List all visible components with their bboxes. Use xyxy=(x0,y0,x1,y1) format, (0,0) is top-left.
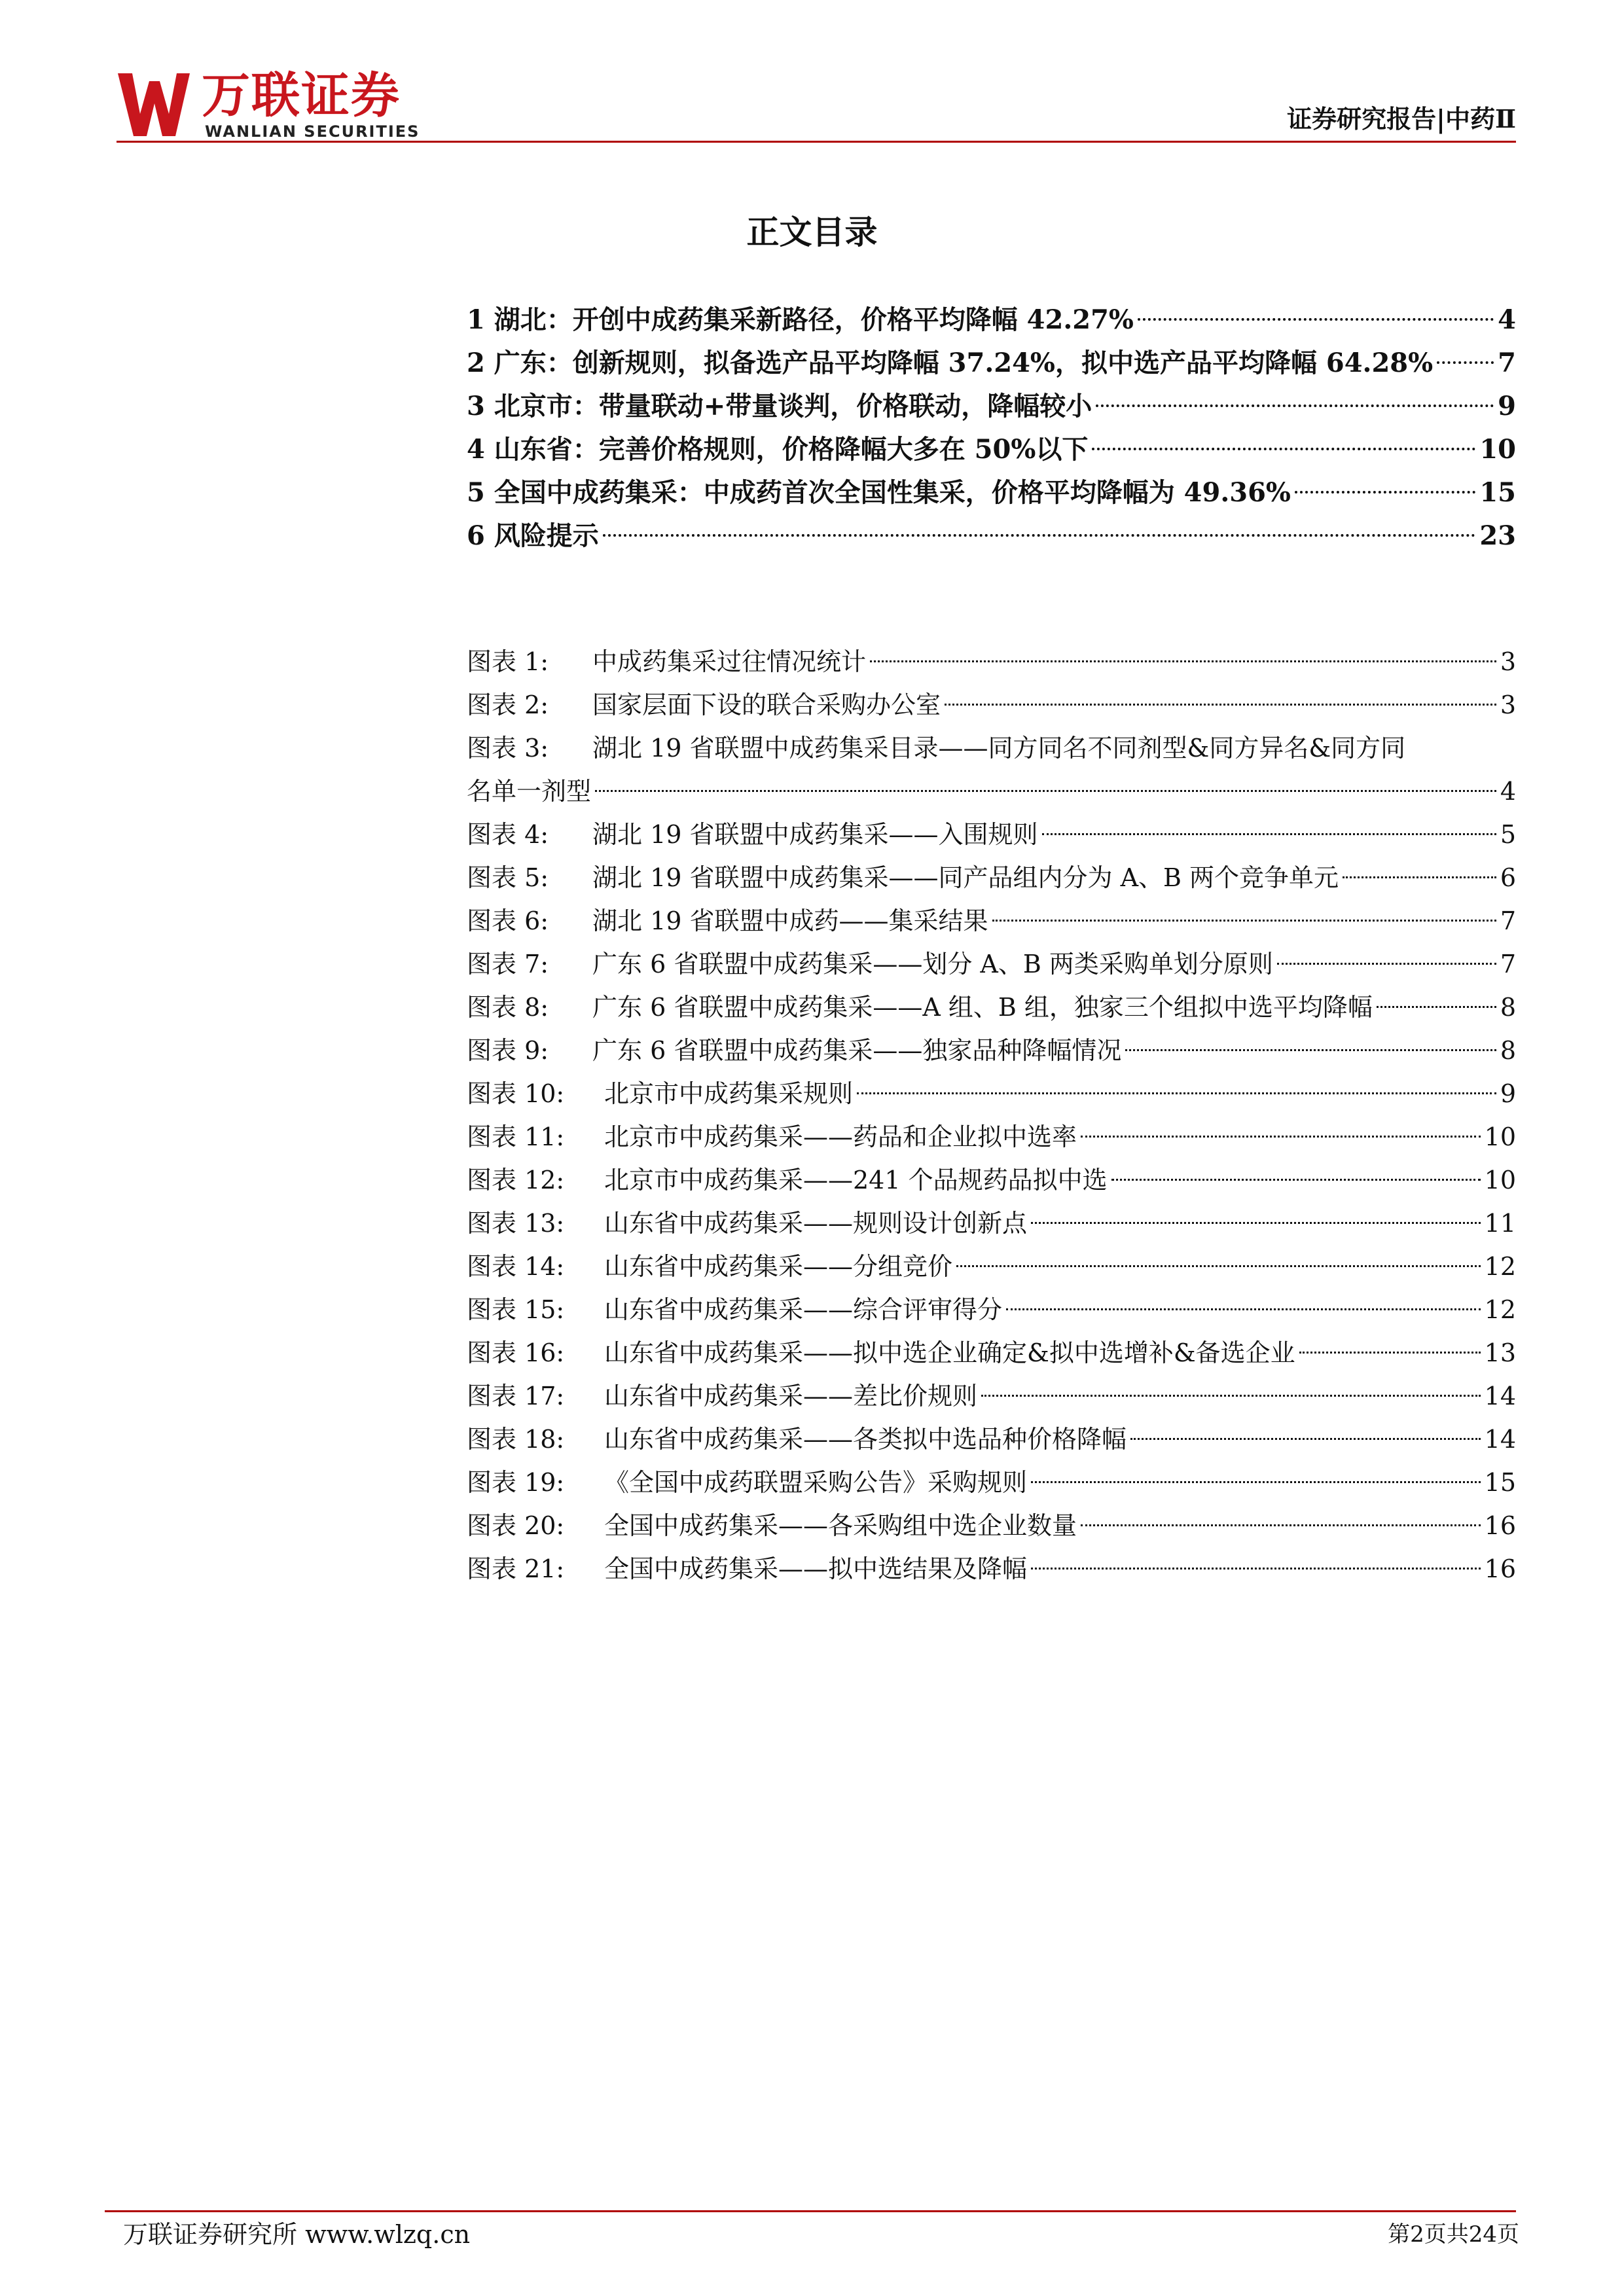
figure-page: 10 xyxy=(1484,1166,1516,1194)
toc-item[interactable] xyxy=(467,298,1516,342)
dot-leader xyxy=(1092,448,1475,450)
figure-page: 13 xyxy=(1484,1338,1516,1367)
dot-leader xyxy=(1437,361,1494,364)
dot-leader xyxy=(1042,833,1496,835)
figure-title: 全国中成药集采——各采购组中选企业数量 xyxy=(604,1511,1077,1540)
figure-label: 图表 11: xyxy=(467,1122,565,1151)
figure-label: 图表 15: xyxy=(467,1295,565,1324)
figure-item[interactable] xyxy=(467,899,1516,942)
dot-leader xyxy=(1081,1136,1481,1138)
figure-label: 图表 1: xyxy=(467,647,549,676)
wanlian-logo-icon xyxy=(118,73,190,136)
figure-list xyxy=(467,640,1516,1590)
figure-title: 广东 6 省联盟中成药集采——划分 A、B 两类采购单划分原则 xyxy=(592,950,1273,978)
figure-page: 11 xyxy=(1484,1209,1516,1238)
figure-page: 5 xyxy=(1500,820,1516,849)
toc-item-text: 1 湖北：开创中成药集采新路径，价格平均降幅 42.27% xyxy=(467,304,1134,335)
figure-title: 国家层面下设的联合采购办公室 xyxy=(592,691,941,719)
figure-label: 图表 3: xyxy=(467,734,549,762)
figure-title: 湖北 19 省联盟中成药集采——入围规则 xyxy=(592,820,1038,849)
figure-page: 7 xyxy=(1500,950,1516,978)
logo-text-cn: 万联证券 xyxy=(202,67,401,124)
logo-text-en: WANLIAN SECURITIES xyxy=(205,122,420,141)
figure-page: 14 xyxy=(1484,1425,1516,1454)
figure-title: 广东 6 省联盟中成药集采——独家品种降幅情况 xyxy=(592,1036,1122,1065)
figure-page: 4 xyxy=(1500,777,1516,806)
figure-item[interactable] xyxy=(467,1288,1516,1331)
figure-label: 图表 17: xyxy=(467,1382,565,1410)
figure-item[interactable] xyxy=(467,1202,1516,1245)
toc-item-text: 5 全国中成药集采：中成药首次全国性集采，价格平均降幅为 49.36% xyxy=(467,477,1291,508)
figure-page: 6 xyxy=(1500,863,1516,892)
dot-leader xyxy=(1295,491,1475,493)
figure-title: 《全国中成药联盟采购公告》采购规则 xyxy=(604,1468,1028,1497)
figure-label: 图表 12: xyxy=(467,1166,565,1194)
figure-item[interactable] xyxy=(467,986,1516,1029)
figure-title: 北京市中成药集采规则 xyxy=(604,1079,854,1108)
figure-label: 图表 20: xyxy=(467,1511,565,1540)
figure-label: 图表 13: xyxy=(467,1209,565,1238)
toc-item-text: 4 山东省：完善价格规则，价格降幅大多在 50%以下 xyxy=(467,434,1089,465)
figure-page: 12 xyxy=(1484,1252,1516,1281)
dot-leader xyxy=(1081,1524,1481,1526)
figure-title: 湖北 19 省联盟中成药集采目录——同方同名不同剂型&同方异名&同方同 xyxy=(592,734,1406,762)
figure-page: 9 xyxy=(1500,1079,1516,1108)
figure-title: 山东省中成药集采——拟中选企业确定&拟中选增补&备选企业 xyxy=(604,1338,1295,1367)
footer-institute: 万联证券研究所 www.wlzq.cn xyxy=(123,2220,471,2249)
figure-item[interactable] xyxy=(467,1504,1516,1547)
figure-item[interactable] xyxy=(467,1331,1516,1374)
dot-leader xyxy=(981,1395,1481,1397)
figure-label: 图表 9: xyxy=(467,1036,549,1065)
figure-title: 山东省中成药集采——差比价规则 xyxy=(604,1382,978,1410)
toc-item[interactable] xyxy=(467,471,1516,514)
figure-item[interactable] xyxy=(467,1547,1516,1590)
footer-page-number: 第2页共24页 xyxy=(1388,2221,1519,2248)
figure-title: 山东省中成药集采——综合评审得分 xyxy=(604,1295,1003,1324)
figure-item[interactable] xyxy=(467,726,1516,770)
toc-list xyxy=(467,298,1516,558)
toc-item-text: 6 风险提示 xyxy=(467,520,599,551)
figure-item[interactable] xyxy=(467,683,1516,726)
dot-leader xyxy=(1111,1179,1481,1181)
figure-label: 图表 5: xyxy=(467,863,549,892)
dot-leader xyxy=(1125,1049,1496,1051)
figure-item[interactable] xyxy=(467,942,1516,986)
figure-title: 山东省中成药集采——各类拟中选品种价格降幅 xyxy=(604,1425,1127,1454)
figure-page: 8 xyxy=(1500,993,1516,1022)
toc-item[interactable] xyxy=(467,342,1516,385)
toc-item[interactable] xyxy=(467,514,1516,558)
figure-page: 14 xyxy=(1484,1382,1516,1410)
dot-leader xyxy=(603,534,1476,537)
dot-leader xyxy=(1031,1481,1481,1483)
toc-title: 正文目录 xyxy=(746,213,878,251)
toc-item-page: 15 xyxy=(1479,477,1516,508)
figure-item[interactable] xyxy=(467,1029,1516,1072)
figure-title: 山东省中成药集采——规则设计创新点 xyxy=(604,1209,1028,1238)
footer-divider xyxy=(105,2210,1516,2212)
toc-item-page: 23 xyxy=(1479,520,1516,551)
figure-page: 3 xyxy=(1500,691,1516,719)
header-divider xyxy=(117,141,1516,143)
dot-leader xyxy=(1299,1352,1481,1354)
figure-page: 8 xyxy=(1500,1036,1516,1065)
figure-page: 3 xyxy=(1500,647,1516,676)
figure-page: 16 xyxy=(1484,1511,1516,1540)
figure-item[interactable] xyxy=(467,1158,1516,1202)
dot-leader xyxy=(1130,1438,1481,1440)
dot-leader xyxy=(1031,1222,1481,1224)
figure-label: 图表 19: xyxy=(467,1468,565,1497)
figure-item[interactable] xyxy=(467,640,1516,683)
page-header xyxy=(117,67,1516,143)
figure-item-continued[interactable] xyxy=(467,770,1516,813)
dot-leader xyxy=(1006,1308,1481,1310)
dot-leader xyxy=(945,704,1496,706)
figure-page: 12 xyxy=(1484,1295,1516,1324)
dot-leader xyxy=(870,660,1496,662)
figure-page: 7 xyxy=(1500,906,1516,935)
figure-title: 北京市中成药集采——药品和企业拟中选率 xyxy=(604,1122,1077,1151)
figure-page: 15 xyxy=(1484,1468,1516,1497)
figure-item[interactable] xyxy=(467,856,1516,899)
figure-title-continued: 名单一剂型 xyxy=(467,777,592,806)
figure-label: 图表 2: xyxy=(467,691,549,719)
figure-item[interactable] xyxy=(467,1418,1516,1461)
figure-title: 中成药集采过往情况统计 xyxy=(592,647,867,676)
dot-leader xyxy=(857,1092,1496,1094)
toc-item-page: 9 xyxy=(1498,391,1516,422)
figure-title: 湖北 19 省联盟中成药集采——同产品组内分为 A、B 两个竞争单元 xyxy=(592,863,1339,892)
figure-title: 全国中成药集采——拟中选结果及降幅 xyxy=(604,1554,1028,1583)
figure-item[interactable] xyxy=(467,1115,1516,1158)
figure-item[interactable] xyxy=(467,1374,1516,1418)
figure-label: 图表 14: xyxy=(467,1252,565,1281)
toc-item[interactable] xyxy=(467,385,1516,428)
report-category: 证券研究报告|中药Ⅱ xyxy=(1287,104,1516,134)
dot-leader xyxy=(1277,963,1496,965)
dot-leader xyxy=(1343,876,1496,878)
figure-label: 图表 4: xyxy=(467,820,549,849)
figure-title: 北京市中成药集采——241 个品规药品拟中选 xyxy=(604,1166,1108,1194)
figure-label: 图表 10: xyxy=(467,1079,565,1108)
toc-item-text: 2 广东：创新规则，拟备选产品平均降幅 37.24%，拟中选产品平均降幅 64.28% xyxy=(467,348,1434,378)
figure-item[interactable] xyxy=(467,1461,1516,1504)
figure-item[interactable] xyxy=(467,1072,1516,1115)
dot-leader xyxy=(1031,1568,1481,1570)
figure-label: 图表 8: xyxy=(467,993,549,1022)
dot-leader xyxy=(1377,1006,1496,1008)
toc-item-page: 7 xyxy=(1498,348,1516,378)
figure-page: 16 xyxy=(1484,1554,1516,1583)
figure-item[interactable] xyxy=(467,813,1516,856)
dot-leader xyxy=(595,790,1496,792)
dot-leader xyxy=(992,920,1496,922)
figure-title: 广东 6 省联盟中成药集采——A 组、B 组，独家三个组拟中选平均降幅 xyxy=(592,993,1373,1022)
figure-label: 图表 6: xyxy=(467,906,549,935)
toc-item-text: 3 北京市：带量联动+带量谈判，价格联动，降幅较小 xyxy=(467,391,1092,422)
figure-title: 湖北 19 省联盟中成药——集采结果 xyxy=(592,906,988,935)
toc-item-page: 4 xyxy=(1498,304,1516,335)
figure-label: 图表 18: xyxy=(467,1425,565,1454)
figure-label: 图表 16: xyxy=(467,1338,565,1367)
figure-label: 图表 21: xyxy=(467,1554,565,1583)
toc-item-page: 10 xyxy=(1479,434,1516,465)
figure-label: 图表 7: xyxy=(467,950,549,978)
figure-item[interactable] xyxy=(467,1245,1516,1288)
dot-leader xyxy=(1096,404,1494,407)
figure-page: 10 xyxy=(1484,1122,1516,1151)
toc-item[interactable] xyxy=(467,428,1516,471)
dot-leader xyxy=(956,1265,1481,1267)
figure-title: 山东省中成药集采——分组竞价 xyxy=(604,1252,953,1281)
dot-leader xyxy=(1138,318,1494,321)
